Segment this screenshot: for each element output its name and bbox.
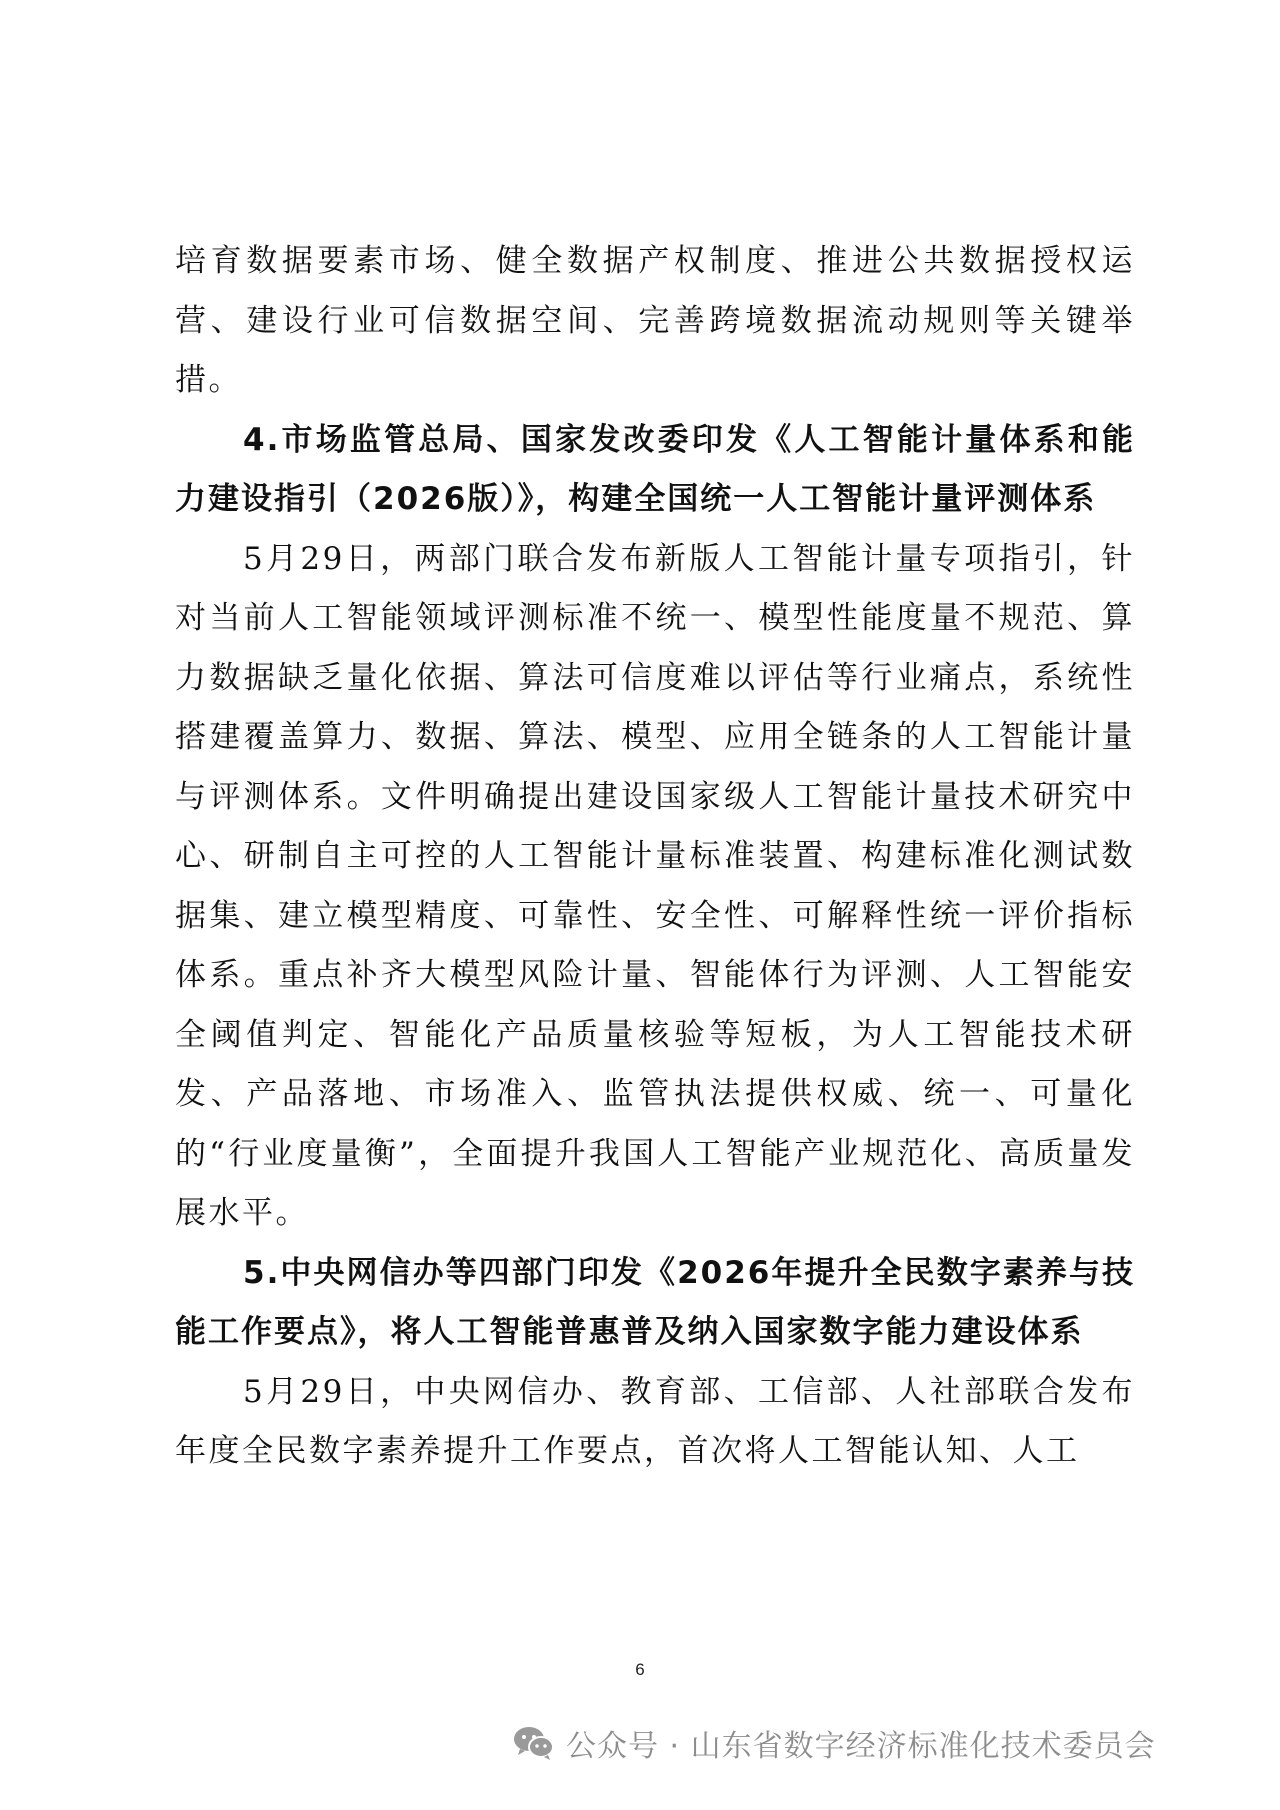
watermark-text: 公众号 · 山东省数字经济标准化技术委员会 [566,1729,1156,1764]
page-number: 6 [635,1660,645,1679]
watermark [512,1718,1156,1768]
section-heading-5: 5.中央网信办等四部门印发《2026年提升全民数字素养与技能工作要点》，将人工智能普惠普及纳入国家数字能力建设体系 [175,1254,1135,1350]
paragraph-section-5: 5月29日，中央网信办、教育部、工信部、人社部联合发布年度全民数字素养提升工作要点，首次将人工智能认知、人工 [175,1373,1135,1469]
document-page [175,232,1135,1482]
paragraph-section-4: 5月29日，两部门联合发布新版人工智能计量专项指引，针对当前人工智能领域评测标准不统一、模型性能度量不规范、算力数据缺乏量化依据、算法可信度难以评估等行业痛点，系统性搭建覆盖算力、数据、算法、模型、应用全链条的人工智能计量与评测体系。文件明确提出建设国家级人工智能计量技术研究中心、研制自主可控的人工智能计量标准装置、构建标准化测试数据集、建立模型精度、可靠性、安全性、可解释性统一评价指标体系。重点补齐大模型风险计量、智能体行为评测、人工智能安全阈值判定、智能化产品质量核验等短板，为人工智能技术研发、产品落地、市场准入、监管执法提供权威、统一、可量化的“行业度量衡”，全面提升我国人工智能产业规范化、高质量发展水平。 [175,540,1135,1231]
section-heading-4: 4.市场监管总局、国家发改委印发《人工智能计量体系和能力建设指引（2026版）》，构建全国统一人工智能计量评测体系 [175,421,1135,517]
paragraph-continued: 培育数据要素市场、健全数据产权制度、推进公共数据授权运营、建设行业可信数据空间、完善跨境数据流动规则等关键举措。 [175,243,1135,398]
wechat-icon [512,1724,556,1762]
